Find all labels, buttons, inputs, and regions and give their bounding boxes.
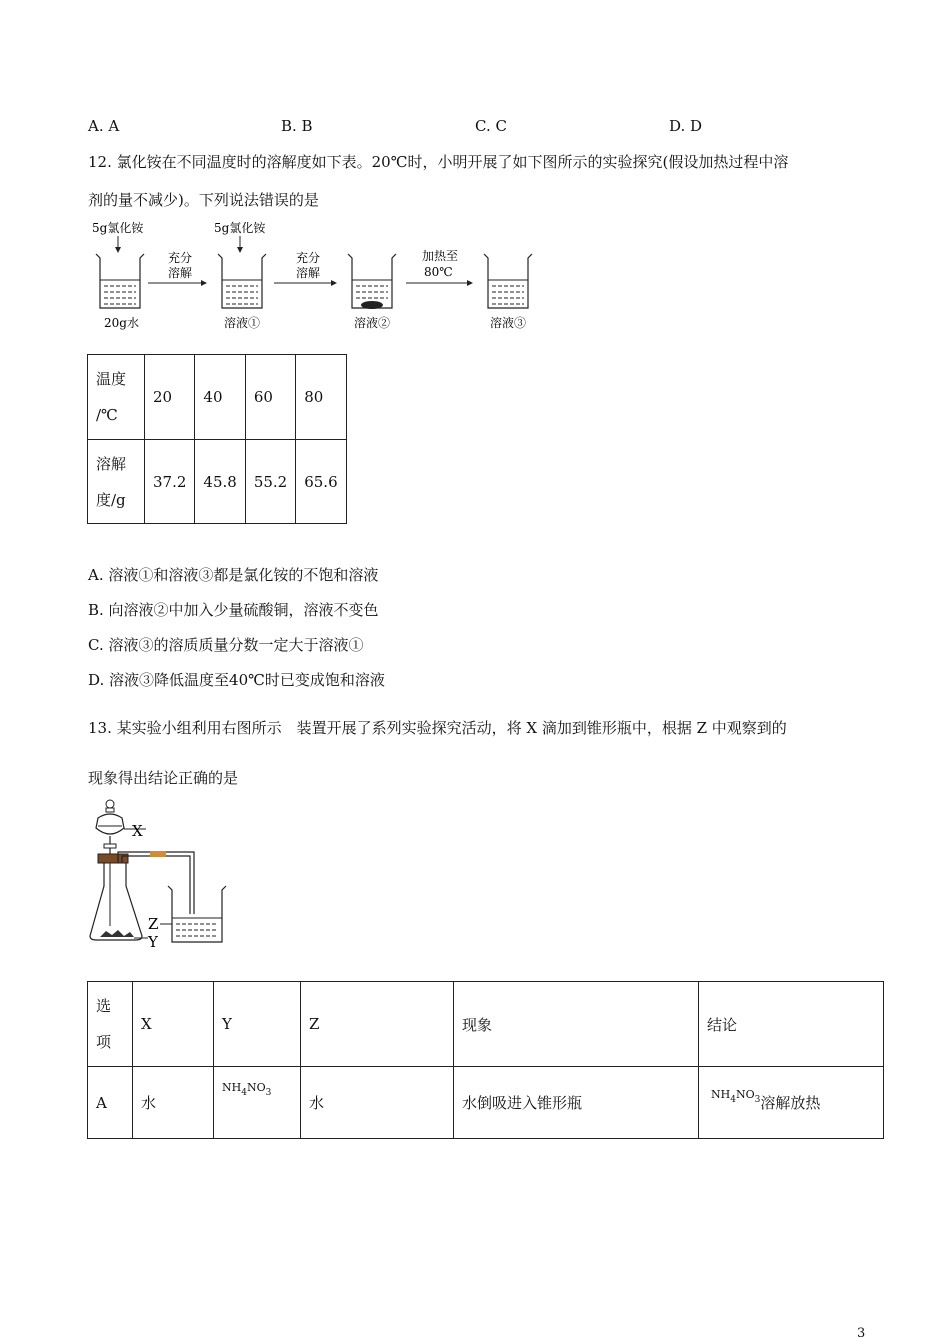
row-a-y: $NH_4NO_3$ — [214, 1067, 301, 1139]
q12-sol1-label: 溶液① — [224, 316, 261, 330]
q12-step2-label-b: 溶解 — [296, 266, 321, 280]
q12-sol3-label: 溶液③ — [490, 316, 527, 330]
q12-sol2-label: 溶液② — [354, 316, 391, 330]
q11-option-c: C. C — [475, 117, 507, 135]
row-a-z: 水 — [301, 1067, 454, 1139]
q12-step3-label-a: 加热至 — [422, 249, 459, 263]
q12-step3-label-b: 80℃ — [424, 265, 453, 279]
header-z: Z — [301, 982, 454, 1067]
table-row — [88, 982, 884, 1067]
header-phenomenon: 现象 — [454, 982, 699, 1067]
q12-step1-label-a: 充分 — [168, 251, 193, 265]
row-a-conclusion: $NH_4NO_3$溶解放热 — [699, 1067, 884, 1139]
q12-add1-label: 5g氯化铵 — [92, 221, 144, 235]
table-row — [88, 1067, 884, 1139]
q13-stem-line2: 现象得出结论正确的是 — [88, 769, 239, 787]
q12-water-label: 20g水 — [104, 316, 139, 330]
table-row — [88, 355, 347, 440]
solubility-cell: 37.2 — [145, 440, 195, 524]
q13-apparatus-diagram — [84, 796, 234, 951]
q13-options-table — [87, 981, 884, 1139]
row-a-x: 水 — [133, 1067, 214, 1139]
q12-option-a: A. 溶液①和溶液③都是氯化铵的不饱和溶液 — [88, 566, 379, 584]
header-conclusion: 结论 — [699, 982, 884, 1067]
q11-option-d: D. D — [669, 117, 703, 135]
q13-y-label: Y — [148, 933, 158, 951]
header-y: Y — [214, 982, 301, 1067]
q11-options — [88, 117, 848, 137]
beaker-2 — [218, 254, 266, 308]
solubility-cell: 45.8 — [195, 440, 245, 524]
temp-header: 温度 /℃ — [88, 355, 145, 440]
temp-cell: 20 — [145, 355, 195, 440]
beaker-3 — [348, 254, 396, 309]
solubility-cell: 65.6 — [296, 440, 346, 524]
table-row — [88, 440, 347, 524]
q12-stem-line2: 剂的量不减少)。下列说法错误的是 — [88, 191, 319, 209]
q12-add2-label: 5g氯化铵 — [214, 221, 266, 235]
q13-x-label: X — [132, 822, 143, 840]
q13-z-label: Z — [148, 915, 159, 933]
header-option: 选 项 — [88, 982, 133, 1067]
q11-option-a: A. A — [88, 117, 120, 135]
q12-step1-label-b: 溶解 — [168, 266, 193, 280]
row-a-phenomenon: 水倒吸进入锥形瓶 — [454, 1067, 699, 1139]
row-a-option: A — [88, 1067, 133, 1139]
page-number: 3 — [857, 1326, 866, 1341]
q12-step2-label-a: 充分 — [296, 251, 321, 265]
solubility-header: 溶解 度/g — [88, 440, 145, 524]
q11-option-b: B. B — [281, 117, 313, 135]
q12-option-b: B. 向溶液②中加入少量硫酸铜，溶液不变色 — [88, 601, 379, 619]
q12-experiment-diagram — [88, 218, 548, 333]
solubility-cell: 55.2 — [245, 440, 295, 524]
temp-cell: 40 — [195, 355, 245, 440]
temp-cell: 60 — [245, 355, 295, 440]
header-x: X — [133, 982, 214, 1067]
q13-stem-line1: 13. 某实验小组利用右图所示 装置开展了系列实验探究活动，将 X 滴加到锥形瓶中，根据 Z 中观察到的 — [88, 719, 787, 737]
q12-option-c: C. 溶液③的溶质质量分数一定大于溶液① — [88, 636, 364, 654]
q12-stem-line1: 12. 氯化铵在不同温度时的溶解度如下表。20℃时，小明开展了如下图所示的实验探究(假设加热过程中溶 — [88, 153, 789, 171]
beaker-4 — [484, 254, 532, 308]
temp-cell: 80 — [296, 355, 346, 440]
q12-solubility-table — [87, 354, 347, 524]
beaker-1 — [96, 254, 144, 308]
q12-option-d: D. 溶液③降低温度至40℃时已变成饱和溶液 — [88, 671, 385, 689]
